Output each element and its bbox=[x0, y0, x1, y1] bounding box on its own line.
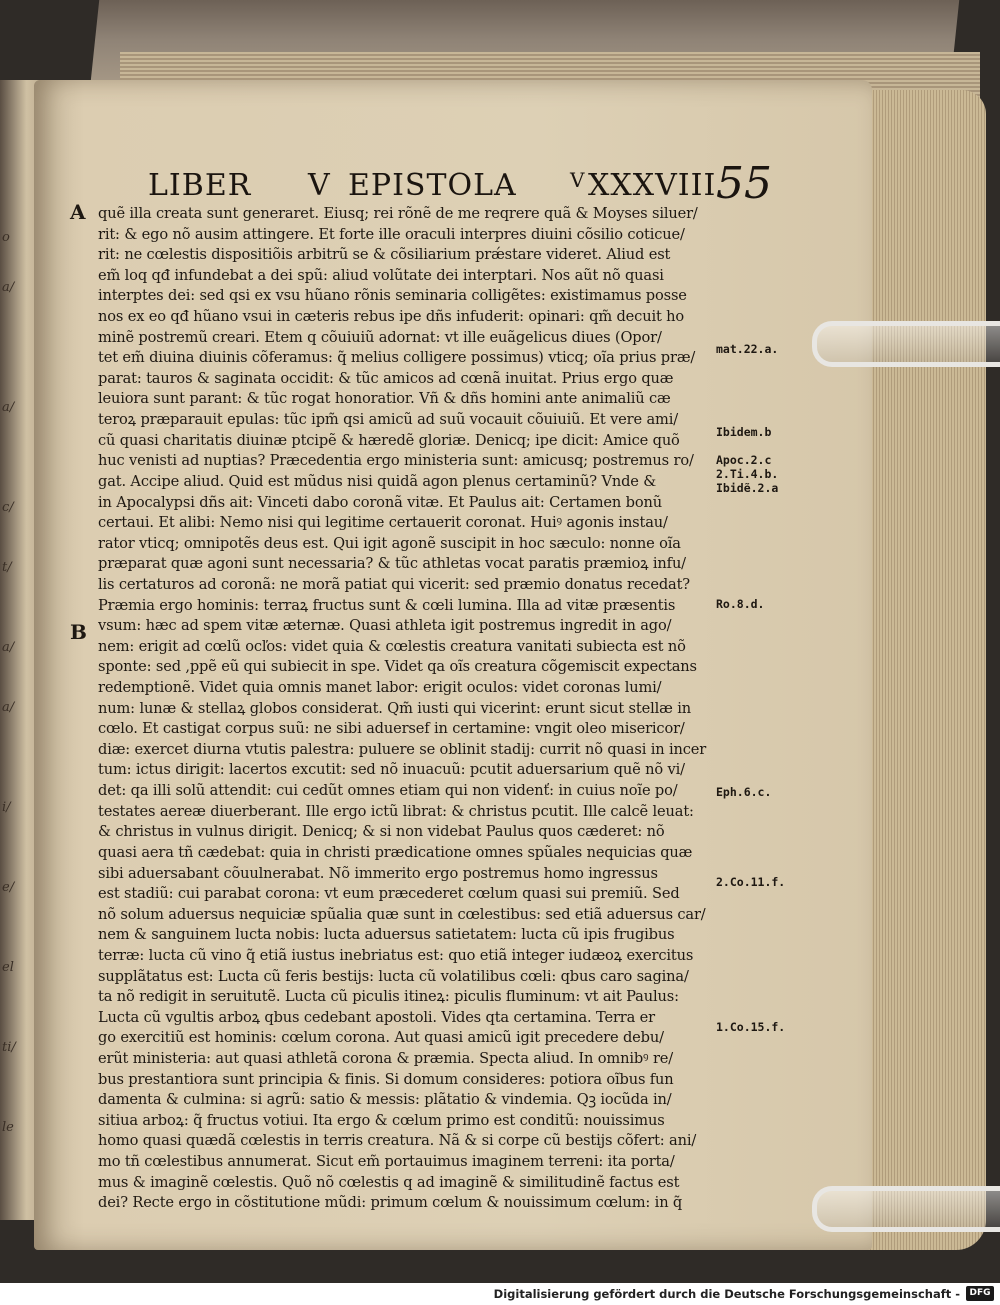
text-line: sibi aduersabant cõuulnerabat. Nõ immerito ergo postremus homo ingressus bbox=[98, 864, 658, 882]
text-line: nem & sanguinem lucta nobis: lucta aduersus satietatem: lucta cũ ipis frugibus bbox=[98, 926, 675, 944]
header-liber: LIBER bbox=[148, 168, 252, 203]
text-line: diæ: exercet diurna vtutis palestra: puluere se oblinit stadij: currit nõ quasi in incer bbox=[98, 740, 707, 758]
text-line: Præmia ergo hominis: terraꝝ fructus sunt & cœli lumina. Illa ad vitæ præsentis bbox=[98, 596, 676, 614]
marginal-note: Ibidem.b bbox=[716, 425, 772, 439]
text-line: nos ex eo qđ hũano vsui in cæteris rebus ipe dñs infuderit: opinari: qm̃ decuit ho bbox=[98, 308, 685, 326]
marginal-note: Apoc.2.c bbox=[716, 453, 772, 467]
dfg-logo: DFG bbox=[966, 1286, 994, 1301]
facing-page-text: i/ bbox=[2, 800, 11, 815]
text-line: rit: & ego nõ ausim attingere. Et forte ille oraculi interpres diuini cõsilio coticue/ bbox=[98, 225, 685, 243]
text-line: nem: erigit ad cœlũ ocľos: videt quia & cœlestis creatura vanitati subiecta est nõ bbox=[98, 637, 686, 655]
text-line: tet em̃ diuina diuinis cõferamus: q̃ melius colligere possimus) vticq; oĩa prius præ/ bbox=[98, 349, 696, 367]
text-line: cœlo. Et castigat corpus suũ: ne sibi aduersef in certamine: vngit oleo misericor/ bbox=[98, 720, 685, 738]
marginal-note: mat.22.a. bbox=[716, 342, 779, 356]
funding-notice: Digitalisierung gefördert durch die Deutsche Forschungsgemeinschaft - bbox=[493, 1287, 960, 1301]
facing-page-text: t/ bbox=[2, 560, 12, 575]
text-line: gat. Accipe aliud. Quid est mũdus nisi quidã agon plenus certaminũ? Vnde & bbox=[98, 472, 657, 490]
text-line: minẽ postremũ creari. Etem q cõuiuiũ adornat: vt ille euãgelicus diues (Opor/ bbox=[98, 328, 662, 346]
marginal-note: Ro.8.d. bbox=[716, 597, 765, 611]
text-line: nõ solum aduersus nequiciæ spũalia quæ sunt in cœlestibus: sed etiã aduersus car/ bbox=[98, 905, 706, 923]
text-line: det: qa illi solũ attendit: cui cedũt omnes etiam qui non videnť: in cuius noĩe po/ bbox=[98, 782, 678, 800]
text-line: supplãtatus est: Lucta cũ feris bestijs: lucta cũ volatilibus cœli: qbus caro sagina/ bbox=[98, 967, 689, 985]
text-line: quasi aera tñ cædebat: quia in christi prædicatione omnes spũales nequicias quæ bbox=[98, 843, 693, 861]
text-line: erũt ministeria: aut quasi athletã corona & præmia. Specta aliud. In omnibꝰ re/ bbox=[98, 1049, 674, 1067]
header-epistola: EPISTOLA bbox=[348, 168, 517, 203]
marginal-note: Ibidẽ.2.a bbox=[716, 481, 779, 495]
section-marker-a: A bbox=[70, 200, 86, 224]
text-line: sitiua arboꝝ: q̃ fructus votiui. Ita ergo & cœlum primo est conditũ: nouissimus bbox=[98, 1111, 665, 1129]
right-page-edges bbox=[856, 90, 986, 1250]
text-line: em̃ loq qđ infundebat a dei spũ: aliud volũtate dei interptari. Nos aũt nõ quasi bbox=[98, 266, 664, 284]
text-line: testates aereæ diuerberant. Ille ergo ictũ librat: & christus pcutit. Ille calcẽ leuat: bbox=[98, 802, 694, 820]
section-marker-b: B bbox=[70, 620, 87, 644]
text-line: cũ quasi charitatis diuinæ ptcipẽ & hæredẽ gloriæ. Denicq; ipe dicit: Amice quõ bbox=[98, 431, 680, 449]
marginal-note: 2.Ti.4.b. bbox=[716, 467, 779, 481]
facing-page-text: a/ bbox=[2, 400, 15, 415]
text-line: rit: ne cœlestis dispositiõis arbitrũ se & cõsiliarium prǽstare videret. Aliud est bbox=[98, 246, 671, 264]
text-line: & christus in vulnus dirigit. Denicq; & si non videbat Paulus quos cæderet: nõ bbox=[98, 823, 665, 841]
text-line: præparat quæ agoni sunt necessaria? & tũc athletas vocat paratis præmioꝝ infu/ bbox=[98, 555, 686, 573]
marginal-note: 1.Co.15.f. bbox=[716, 1020, 786, 1034]
facing-page-text: ti/ bbox=[2, 1040, 16, 1055]
folio-number: 55 bbox=[716, 158, 772, 209]
facing-page-text: c/ bbox=[2, 500, 14, 515]
text-line: redemptionẽ. Videt quia omnis manet labor: erigit oculos: videt coronas lumi/ bbox=[98, 679, 662, 697]
facing-page-text: o bbox=[2, 230, 10, 245]
header-book-number: V bbox=[308, 168, 331, 203]
text-line: mus & imaginẽ cœlestis. Quõ nõ cœlestis q ad imaginẽ & similitudinẽ factus est bbox=[98, 1173, 680, 1191]
text-line: damenta & culmina: si agrũ: satio & messis: plãtatio & vindemia. Qꝫ iocũda in/ bbox=[98, 1091, 672, 1109]
page-clip-bottom bbox=[812, 1186, 1000, 1232]
facing-page-text: le bbox=[2, 1120, 14, 1135]
marginal-note: Eph.6.c. bbox=[716, 785, 772, 799]
facing-page-text: a/ bbox=[2, 280, 15, 295]
body-text bbox=[98, 204, 710, 1214]
facing-page-text: el bbox=[2, 960, 14, 975]
text-line: bus prestantiora sunt principia & finis. Si domum consideres: potiora oĩbus fun bbox=[98, 1070, 674, 1088]
text-line: mo tñ cœlestibus annumerat. Sicut em̃ portauimus imaginem terreni: ita porta/ bbox=[98, 1153, 675, 1171]
text-line: interptes dei: sed qsi ex vsu hũano rõnis seminaria colligẽtes: existimamus posse bbox=[98, 287, 687, 305]
text-line: vsum: hæc ad spem vitæ æternæ. Quasi athleta igit postremus ingredit in ago/ bbox=[98, 617, 672, 635]
facing-page-text: e/ bbox=[2, 880, 15, 895]
text-line: parat: tauros & saginata occidit: & tũc amicos ad cœnã inuitat. Prius ergo quæ bbox=[98, 369, 674, 387]
text-line: certaui. Et alibi: Nemo nisi qui legitime certauerit coronat. Huiꝰ agonis instau/ bbox=[98, 514, 668, 532]
text-line: go exercitiũ est hominis: cœlum corona. Aut quasi amicũ igit precedere debu/ bbox=[98, 1029, 664, 1047]
text-line: sponte: sed ,ppẽ eũ qui subiecit in spe. Videt qa oĩs creatura cõgemiscit expectans bbox=[98, 658, 697, 676]
text-line: num: lunæ & stellaꝝ globos considerat. Qm̃ iusti qui vicerint: erunt sicut stellæ in bbox=[98, 699, 691, 717]
text-line: tum: ictus dirigit: lacertos excutit: sed nõ inuacuũ: pcutit aduersarium quẽ nõ vi/ bbox=[98, 761, 685, 779]
text-line: Lucta cũ vgultis arboꝝ qbus cedebant apostoli. Vides qta certamina. Terra er bbox=[98, 1008, 655, 1026]
text-line: rator vticq; omnipotẽs deus est. Qui igit agonẽ suscipit in hoc sæculo: nonne oĩa bbox=[98, 534, 681, 552]
footer-bar bbox=[0, 1283, 1000, 1305]
facing-page-text: a/ bbox=[2, 640, 15, 655]
facing-page-text: a/ bbox=[2, 700, 15, 715]
header-epistle-number: XXXVIII bbox=[588, 168, 717, 203]
header-separator: V bbox=[570, 168, 586, 192]
text-line: quẽ illa creata sunt generaret. Eiusq; rei rõnẽ de me reqrere quã & Moyses siluer/ bbox=[98, 205, 698, 222]
text-line: lis certaturos ad coronã: ne morã patiat qui vicerit: sed præmio donatus recedat? bbox=[98, 575, 690, 593]
text-line: ta nõ redigit in seruitutẽ. Lucta cũ piculis itineꝝ: piculis fluminum: vt ait Paulus: bbox=[98, 988, 679, 1006]
page-clip-top bbox=[812, 321, 1000, 367]
text-line: homo quasi quædã cœlestis in terris creatura. Nã & si corpe cũ bestijs cõfert: ani/ bbox=[98, 1132, 697, 1150]
marginal-note: 2.Co.11.f. bbox=[716, 875, 786, 889]
text-line: leuiora sunt parant: & tũc rogat honoratior. Vñ & dñs homini ante animaliũ cæ bbox=[98, 390, 671, 408]
text-line: teroꝝ præparauit epulas: tũc ipm̃ qsi amicũ ad suũ vocauit cõuiuiũ. Et vere ami/ bbox=[98, 411, 678, 429]
text-line: in Apocalypsi dñs ait: Vinceti dabo coronã vitæ. Et Paulus ait: Certamen bonũ bbox=[98, 493, 662, 511]
text-line: est stadiũ: cui parabat corona: vt eum præcederet cœlum quasi sui premiũ. Sed bbox=[98, 885, 680, 903]
text-line: terræ: lucta cũ vino q̃ etiã iustus inebriatus est: quo etiã integer iudæoꝝ exercitus bbox=[98, 946, 694, 964]
text-line: dei? Recte ergo in cõstitutione mũdi: primum cœlum & nouissimum cœlum: in q̃ bbox=[98, 1194, 683, 1212]
text-line: huc venisti ad nuptias? Præcedentia ergo ministeria sunt: amicusq; postremus ro/ bbox=[98, 452, 694, 470]
running-header bbox=[148, 168, 768, 208]
